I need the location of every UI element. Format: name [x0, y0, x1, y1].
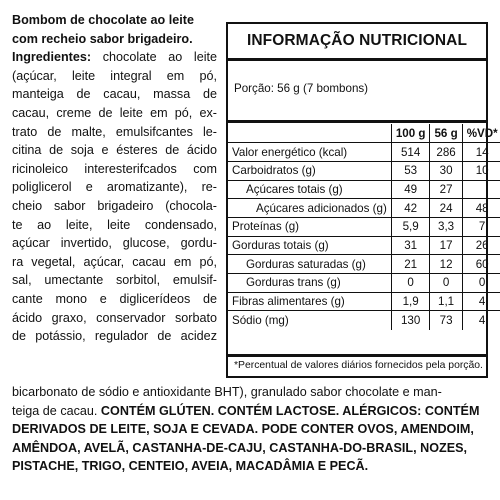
header-vd: %VD*	[462, 124, 500, 143]
ingredients-text: chocolate ao leite	[102, 50, 217, 65]
ingredients-line	[12, 402, 488, 421]
header-label	[228, 124, 391, 143]
value-100g: 5,9	[391, 217, 430, 236]
ingredients-line: te ao leite, leite condensado,	[12, 217, 217, 232]
portion-divider	[228, 120, 486, 123]
header-100g: 100 g	[391, 124, 430, 143]
portion-size: Porção: 56 g (7 bombons)	[234, 82, 369, 95]
value-56g: 0	[430, 274, 462, 293]
ingredients-line: manteiga de cacau, massa de	[12, 87, 217, 102]
nutrition-row	[228, 255, 500, 274]
value-vd: 7	[462, 217, 500, 236]
nutrition-row	[228, 274, 500, 293]
nutrient-label: Carboidratos (g)	[228, 161, 391, 180]
value-56g: 30	[430, 161, 462, 180]
ingredients-line: (açúcar, leite integral em pó,	[12, 68, 217, 83]
ingredients-line: sal, umectante sorbitol, emulsif-	[12, 273, 217, 288]
nutrition-row	[228, 143, 500, 162]
nutrition-facts-panel	[226, 22, 498, 378]
value-56g: 73	[430, 311, 462, 330]
ingredients-continuation	[12, 383, 488, 476]
value-vd: 4	[462, 292, 500, 311]
nutrient-label: Gorduras totais (g)	[228, 236, 391, 255]
value-100g: 31	[391, 236, 430, 255]
product-title-line: com recheio sabor brigadeiro.	[12, 31, 193, 46]
nutrition-row	[228, 161, 500, 180]
value-56g: 3,3	[430, 217, 462, 236]
ingredients-text: teiga de cacau.	[12, 403, 101, 418]
nutrient-label: Açúcares totais (g)	[228, 180, 391, 199]
title-divider	[228, 58, 486, 61]
allergen-warning: PISTACHE, TRIGO, CENTEIO, AVEIA, MACADÂMIA E PECÃ.	[12, 459, 369, 474]
header-56g: 56 g	[430, 124, 462, 143]
ingredients-line: açúcar invertido, glucose, gordu-	[12, 236, 217, 251]
nutrition-rows	[228, 143, 500, 330]
value-56g: 1,1	[430, 292, 462, 311]
value-100g: 42	[391, 199, 430, 218]
value-56g: 24	[430, 199, 462, 218]
value-100g: 1,9	[391, 292, 430, 311]
nutrition-row	[228, 311, 500, 330]
nutrition-row	[228, 217, 500, 236]
ingredients-line: poliglicerol e aromatizante), re-	[12, 180, 217, 195]
nutrient-label: Fibras alimentares (g)	[228, 292, 391, 311]
ingredients-line: bicarbonato de sódio e antioxidante BHT), granulado sabor chocolate e man-	[12, 385, 442, 399]
value-56g: 27	[430, 180, 462, 199]
allergen-warning: DERIVADOS DE LEITE, SOJA E CEVADA. PODE CONTER OVOS, AMENDOIM,	[12, 422, 474, 437]
ingredients-line: ricinoleico interesterifcados com	[12, 161, 217, 176]
ingredients-line: ácido graxo, conservador sorbato	[12, 310, 217, 325]
table-bottom-divider	[228, 354, 486, 357]
product-description	[12, 11, 217, 346]
value-vd: 60	[462, 255, 500, 274]
nutrient-label: Gorduras saturadas (g)	[228, 255, 391, 274]
value-vd: 14	[462, 143, 500, 162]
value-vd	[462, 180, 500, 199]
nutrition-table	[228, 124, 500, 330]
value-100g: 49	[391, 180, 430, 199]
ingredients-line: cheio sabor brigadeiro (chocola-	[12, 198, 217, 213]
ingredients-line: ra vegetal, açúcar, cacau em pó,	[12, 254, 217, 269]
value-56g: 12	[430, 255, 462, 274]
ingredients-line: cante mono e diglicerídeos de	[12, 291, 217, 306]
value-56g: 17	[430, 236, 462, 255]
allergen-warning: AMÊNDOA, AVELÃ, CASTANHA-DE-CAJU, CASTANHA-DO-BRASIL, NOZES,	[12, 440, 467, 455]
ingredients-first-line	[12, 48, 217, 67]
value-100g: 21	[391, 255, 430, 274]
value-vd: 26	[462, 236, 500, 255]
value-100g: 514	[391, 143, 430, 162]
nutrition-row	[228, 180, 500, 199]
nutrient-label: Gorduras trans (g)	[228, 274, 391, 293]
product-title-line: Bombom de chocolate ao leite	[12, 13, 194, 27]
nutrition-row	[228, 199, 500, 218]
nutrition-title: INFORMAÇÃO NUTRICIONAL	[246, 32, 468, 49]
nutrient-label: Sódio (mg)	[228, 311, 391, 330]
nutrition-row	[228, 236, 500, 255]
ingredients-line: de potássio, regulador de acidez	[12, 329, 217, 344]
ingredients-line: citina de soja e ésteres de ácido	[12, 143, 217, 158]
value-100g: 0	[391, 274, 430, 293]
value-100g: 53	[391, 161, 430, 180]
value-vd: 0	[462, 274, 500, 293]
product-title	[12, 11, 217, 48]
value-vd: 48	[462, 199, 500, 218]
nutrient-label: Valor energético (kcal)	[228, 143, 391, 162]
value-100g: 130	[391, 311, 430, 330]
ingredients-lines	[12, 67, 217, 346]
ingredients-label: Ingredientes:	[12, 50, 92, 65]
nutrition-header-row	[228, 124, 500, 143]
allergen-warning: CONTÉM GLÚTEN. CONTÉM LACTOSE. ALÉRGICOS: CONTÉM	[100, 403, 480, 418]
nutrient-label: Açúcares adicionados (g)	[228, 199, 391, 218]
ingredients-line: cacau, creme de leite em pó, ex-	[12, 105, 217, 120]
value-vd: 4	[462, 311, 500, 330]
nutrition-row	[228, 292, 500, 311]
footnote: *Percentual de valores diários fornecidos pela porção.	[234, 360, 483, 371]
nutrient-label: Proteínas (g)	[228, 217, 391, 236]
ingredients-line: trato de malte, emulsifcantes le-	[12, 124, 217, 139]
value-vd: 10	[462, 161, 500, 180]
value-56g: 286	[430, 143, 462, 162]
